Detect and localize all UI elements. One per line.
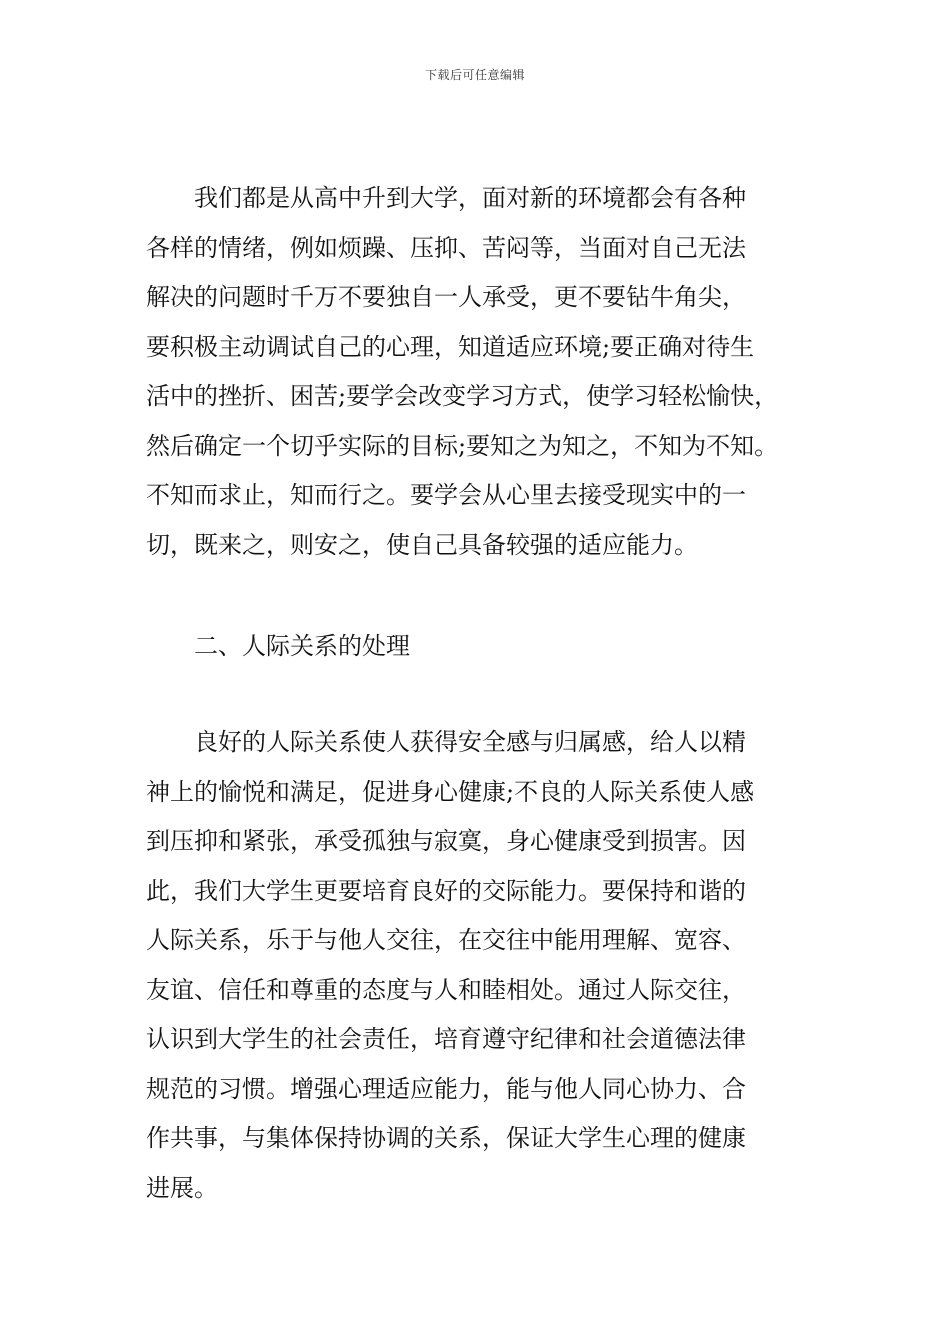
paragraph-line: 人际关系，乐于与他人交往，在交往中能用理解、宽容、 <box>146 926 746 954</box>
paragraph-line: 友谊、信任和尊重的态度与人和睦相处。通过人际交往， <box>146 975 746 1004</box>
paragraph-line: 规范的习惯。增强心理适应能力，能与他人同心协力、合 <box>146 1074 746 1103</box>
paragraph-line: 我们都是从高中升到大学，面对新的环境都会有各种 <box>194 184 746 212</box>
paragraph-line: 切，既来之，则安之，使自己具备较强的适应能力。 <box>146 530 698 559</box>
paragraph-line: 解决的问题时千万不要独自一人承受，更不要钻牛角尖， <box>146 283 746 311</box>
paragraph-relationships <box>146 718 818 1213</box>
paragraph-line: 良好的人际关系使人获得安全感与归属感，给人以精 <box>194 728 746 756</box>
paragraph-line: 要积极主动调试自己的心理，知道适应环境;要正确对待生 <box>146 332 755 361</box>
paragraph-line: 到压抑和紧张，承受孤独与寂寞，身心健康受到损害。因 <box>146 827 746 855</box>
paragraph-line: 不知而求止，知而行之。要学会从心里去接受现实中的一 <box>146 481 746 509</box>
header-note: 下载后可任意编辑 <box>424 68 525 82</box>
paragraph-line: 此，我们大学生更要培育良好的交际能力。要保持和谐的 <box>146 876 746 905</box>
paragraph-line: 作共事，与集体保持协调的关系，保证大学生心理的健康 <box>146 1124 746 1152</box>
paragraph-line: 各样的情绪，例如烦躁、压抑、苦闷等，当面对自己无法 <box>146 233 746 262</box>
paragraph-line: 活中的挫折、困苦;要学会改变学习方式，使学习轻松愉快， <box>146 382 779 410</box>
paragraph-line: 认识到大学生的社会责任，培育遵守纪律和社会道德法律 <box>146 1025 746 1053</box>
paragraph-line: 然后确定一个切乎实际的目标;要知之为知之，不知为不知。 <box>146 431 779 460</box>
paragraph-line: 神上的愉悦和满足，促进身心健康;不良的人际关系使人感 <box>146 777 755 806</box>
paragraph-adaptation <box>146 174 818 570</box>
section-heading: 二、人际关系的处理 <box>194 632 410 660</box>
paragraph-line: 进展。 <box>146 1173 218 1202</box>
